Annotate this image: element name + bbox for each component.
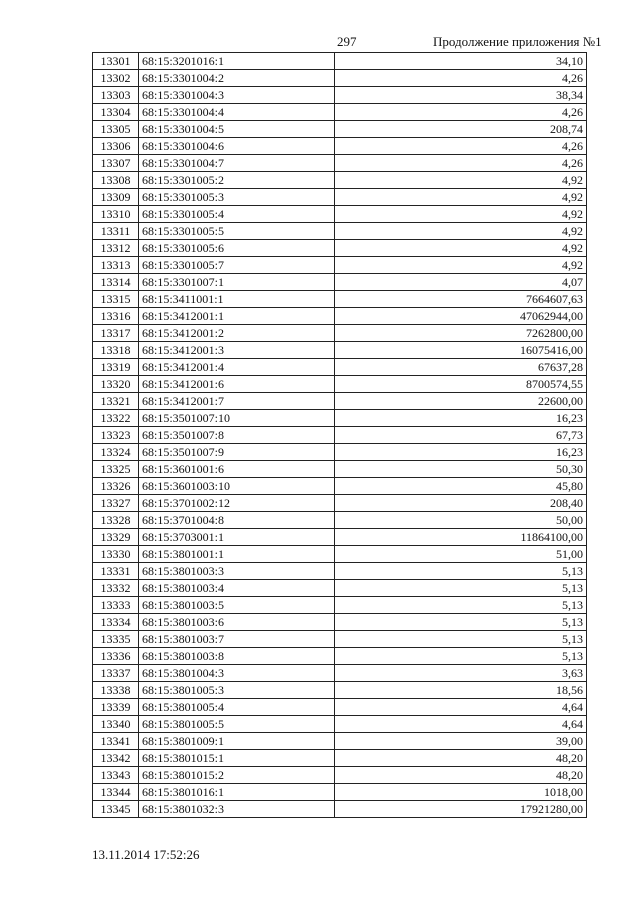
row-value: 48,20	[335, 750, 587, 767]
row-number: 13329	[93, 529, 139, 546]
row-number: 13331	[93, 563, 139, 580]
row-value: 50,30	[335, 461, 587, 478]
cadastral-number: 68:15:3801016:1	[139, 784, 335, 801]
row-number: 13317	[93, 325, 139, 342]
row-value: 4,26	[335, 104, 587, 121]
row-value: 51,00	[335, 546, 587, 563]
table-row	[93, 733, 587, 750]
cadastral-number: 68:15:3801005:5	[139, 716, 335, 733]
row-value: 22600,00	[335, 393, 587, 410]
cadastral-number: 68:15:3412001:3	[139, 342, 335, 359]
row-number: 13325	[93, 461, 139, 478]
row-number: 13333	[93, 597, 139, 614]
table-row	[93, 512, 587, 529]
table-row	[93, 274, 587, 291]
row-number: 13338	[93, 682, 139, 699]
row-number: 13306	[93, 138, 139, 155]
row-number: 13336	[93, 648, 139, 665]
row-value: 4,92	[335, 172, 587, 189]
row-number: 13319	[93, 359, 139, 376]
table-row	[93, 682, 587, 699]
page-number: 297	[337, 34, 357, 49]
row-number: 13337	[93, 665, 139, 682]
table-row	[93, 444, 587, 461]
row-value: 16075416,00	[335, 342, 587, 359]
cadastral-number: 68:15:3601001:6	[139, 461, 335, 478]
row-number: 13307	[93, 155, 139, 172]
row-value: 4,26	[335, 138, 587, 155]
row-value: 5,13	[335, 563, 587, 580]
row-value: 7262800,00	[335, 325, 587, 342]
row-value: 16,23	[335, 444, 587, 461]
cadastral-number: 68:15:3801004:3	[139, 665, 335, 682]
cadastral-number: 68:15:3412001:2	[139, 325, 335, 342]
cadastral-number: 68:15:3801003:4	[139, 580, 335, 597]
table-row	[93, 325, 587, 342]
table-row	[93, 410, 587, 427]
table-row	[93, 784, 587, 801]
row-value: 16,23	[335, 410, 587, 427]
row-number: 13314	[93, 274, 139, 291]
row-value: 208,40	[335, 495, 587, 512]
table-row	[93, 291, 587, 308]
row-value: 67,73	[335, 427, 587, 444]
cadastral-number: 68:15:3301004:7	[139, 155, 335, 172]
table-row	[93, 529, 587, 546]
row-number: 13334	[93, 614, 139, 631]
table-row	[93, 665, 587, 682]
cadastral-number: 68:15:3701002:12	[139, 495, 335, 512]
row-number: 13328	[93, 512, 139, 529]
table-row	[93, 70, 587, 87]
cadastral-number: 68:15:3801015:1	[139, 750, 335, 767]
cadastral-number: 68:15:3301005:4	[139, 206, 335, 223]
table-row	[93, 121, 587, 138]
cadastral-number: 68:15:3801009:1	[139, 733, 335, 750]
cadastral-number: 68:15:3412001:6	[139, 376, 335, 393]
row-number: 13304	[93, 104, 139, 121]
row-number: 13343	[93, 767, 139, 784]
row-value: 4,92	[335, 189, 587, 206]
table-row	[93, 223, 587, 240]
cadastral-number: 68:15:3801003:7	[139, 631, 335, 648]
cadastral-number: 68:15:3801032:3	[139, 801, 335, 818]
row-value: 3,63	[335, 665, 587, 682]
row-value: 48,20	[335, 767, 587, 784]
cadastral-number: 68:15:3301004:3	[139, 87, 335, 104]
row-value: 208,74	[335, 121, 587, 138]
row-number: 13315	[93, 291, 139, 308]
row-value: 5,13	[335, 648, 587, 665]
table-row	[93, 546, 587, 563]
row-number: 13318	[93, 342, 139, 359]
table-row	[93, 189, 587, 206]
row-value: 45,80	[335, 478, 587, 495]
table-row	[93, 427, 587, 444]
cadastral-number: 68:15:3801003:5	[139, 597, 335, 614]
row-value: 5,13	[335, 597, 587, 614]
row-number: 13311	[93, 223, 139, 240]
table-row	[93, 614, 587, 631]
cadastral-table	[92, 52, 587, 818]
table-row	[93, 342, 587, 359]
cadastral-number: 68:15:3301007:1	[139, 274, 335, 291]
cadastral-number: 68:15:3412001:4	[139, 359, 335, 376]
table-body	[93, 53, 587, 818]
row-number: 13341	[93, 733, 139, 750]
row-value: 11864100,00	[335, 529, 587, 546]
row-value: 17921280,00	[335, 801, 587, 818]
footer-timestamp: 13.11.2014 17:52:26	[92, 847, 200, 862]
cadastral-number: 68:15:3201016:1	[139, 53, 335, 70]
table-row	[93, 631, 587, 648]
row-number: 13324	[93, 444, 139, 461]
row-value: 8700574,55	[335, 376, 587, 393]
row-number: 13321	[93, 393, 139, 410]
table-row	[93, 393, 587, 410]
row-value: 1018,00	[335, 784, 587, 801]
row-value: 4,64	[335, 699, 587, 716]
row-number: 13342	[93, 750, 139, 767]
table-row	[93, 104, 587, 121]
table-row	[93, 359, 587, 376]
cadastral-number: 68:15:3301005:6	[139, 240, 335, 257]
row-value: 4,92	[335, 223, 587, 240]
cadastral-number: 68:15:3703001:1	[139, 529, 335, 546]
row-number: 13301	[93, 53, 139, 70]
row-value: 5,13	[335, 580, 587, 597]
row-number: 13340	[93, 716, 139, 733]
cadastral-number: 68:15:3801003:3	[139, 563, 335, 580]
appendix-title: Продолжение приложения №1	[433, 34, 602, 49]
row-number: 13313	[93, 257, 139, 274]
row-number: 13323	[93, 427, 139, 444]
table-row	[93, 155, 587, 172]
cadastral-number: 68:15:3801001:1	[139, 546, 335, 563]
table-row	[93, 478, 587, 495]
row-number: 13322	[93, 410, 139, 427]
cadastral-number: 68:15:3301005:5	[139, 223, 335, 240]
table-row	[93, 563, 587, 580]
row-value: 7664607,63	[335, 291, 587, 308]
cadastral-number: 68:15:3801005:3	[139, 682, 335, 699]
row-number: 13310	[93, 206, 139, 223]
cadastral-number: 68:15:3301005:3	[139, 189, 335, 206]
row-number: 13312	[93, 240, 139, 257]
row-number: 13320	[93, 376, 139, 393]
cadastral-number: 68:15:3701004:8	[139, 512, 335, 529]
table-row	[93, 699, 587, 716]
table-row	[93, 801, 587, 818]
cadastral-number: 68:15:3801003:6	[139, 614, 335, 631]
cadastral-number: 68:15:3301004:6	[139, 138, 335, 155]
row-value: 67637,28	[335, 359, 587, 376]
table-row	[93, 716, 587, 733]
row-number: 13330	[93, 546, 139, 563]
row-value: 39,00	[335, 733, 587, 750]
table-row	[93, 580, 587, 597]
row-number: 13332	[93, 580, 139, 597]
table-row	[93, 376, 587, 393]
table-row	[93, 257, 587, 274]
row-number: 13345	[93, 801, 139, 818]
row-value: 4,26	[335, 70, 587, 87]
row-number: 13308	[93, 172, 139, 189]
cadastral-number: 68:15:3501007:8	[139, 427, 335, 444]
table-row	[93, 206, 587, 223]
table-row	[93, 53, 587, 70]
row-number: 13305	[93, 121, 139, 138]
cadastral-number: 68:15:3601003:10	[139, 478, 335, 495]
cadastral-number: 68:15:3412001:7	[139, 393, 335, 410]
row-number: 13303	[93, 87, 139, 104]
table-row	[93, 495, 587, 512]
cadastral-number: 68:15:3801003:8	[139, 648, 335, 665]
table-row	[93, 138, 587, 155]
row-value: 5,13	[335, 614, 587, 631]
cadastral-number: 68:15:3501007:9	[139, 444, 335, 461]
row-value: 4,92	[335, 206, 587, 223]
row-value: 18,56	[335, 682, 587, 699]
table-row	[93, 597, 587, 614]
table-row	[93, 240, 587, 257]
cadastral-number: 68:15:3301005:2	[139, 172, 335, 189]
row-value: 38,34	[335, 87, 587, 104]
row-value: 4,26	[335, 155, 587, 172]
row-number: 13302	[93, 70, 139, 87]
cadastral-number: 68:15:3801005:4	[139, 699, 335, 716]
row-value: 4,07	[335, 274, 587, 291]
cadastral-number: 68:15:3801015:2	[139, 767, 335, 784]
table-row	[93, 172, 587, 189]
cadastral-number: 68:15:3412001:1	[139, 308, 335, 325]
row-value: 4,64	[335, 716, 587, 733]
row-value: 50,00	[335, 512, 587, 529]
row-number: 13316	[93, 308, 139, 325]
cadastral-number: 68:15:3301004:4	[139, 104, 335, 121]
row-number: 13309	[93, 189, 139, 206]
row-value: 47062944,00	[335, 308, 587, 325]
row-number: 13335	[93, 631, 139, 648]
cadastral-number: 68:15:3301004:2	[139, 70, 335, 87]
table-row	[93, 87, 587, 104]
table-row	[93, 461, 587, 478]
cadastral-number: 68:15:3301004:5	[139, 121, 335, 138]
row-number: 13327	[93, 495, 139, 512]
table-row	[93, 750, 587, 767]
row-number: 13339	[93, 699, 139, 716]
row-value: 4,92	[335, 240, 587, 257]
table-row	[93, 308, 587, 325]
row-value: 5,13	[335, 631, 587, 648]
cadastral-number: 68:15:3501007:10	[139, 410, 335, 427]
table-row	[93, 767, 587, 784]
row-value: 4,92	[335, 257, 587, 274]
cadastral-number: 68:15:3411001:1	[139, 291, 335, 308]
table-row	[93, 648, 587, 665]
row-value: 34,10	[335, 53, 587, 70]
cadastral-number: 68:15:3301005:7	[139, 257, 335, 274]
row-number: 13326	[93, 478, 139, 495]
row-number: 13344	[93, 784, 139, 801]
